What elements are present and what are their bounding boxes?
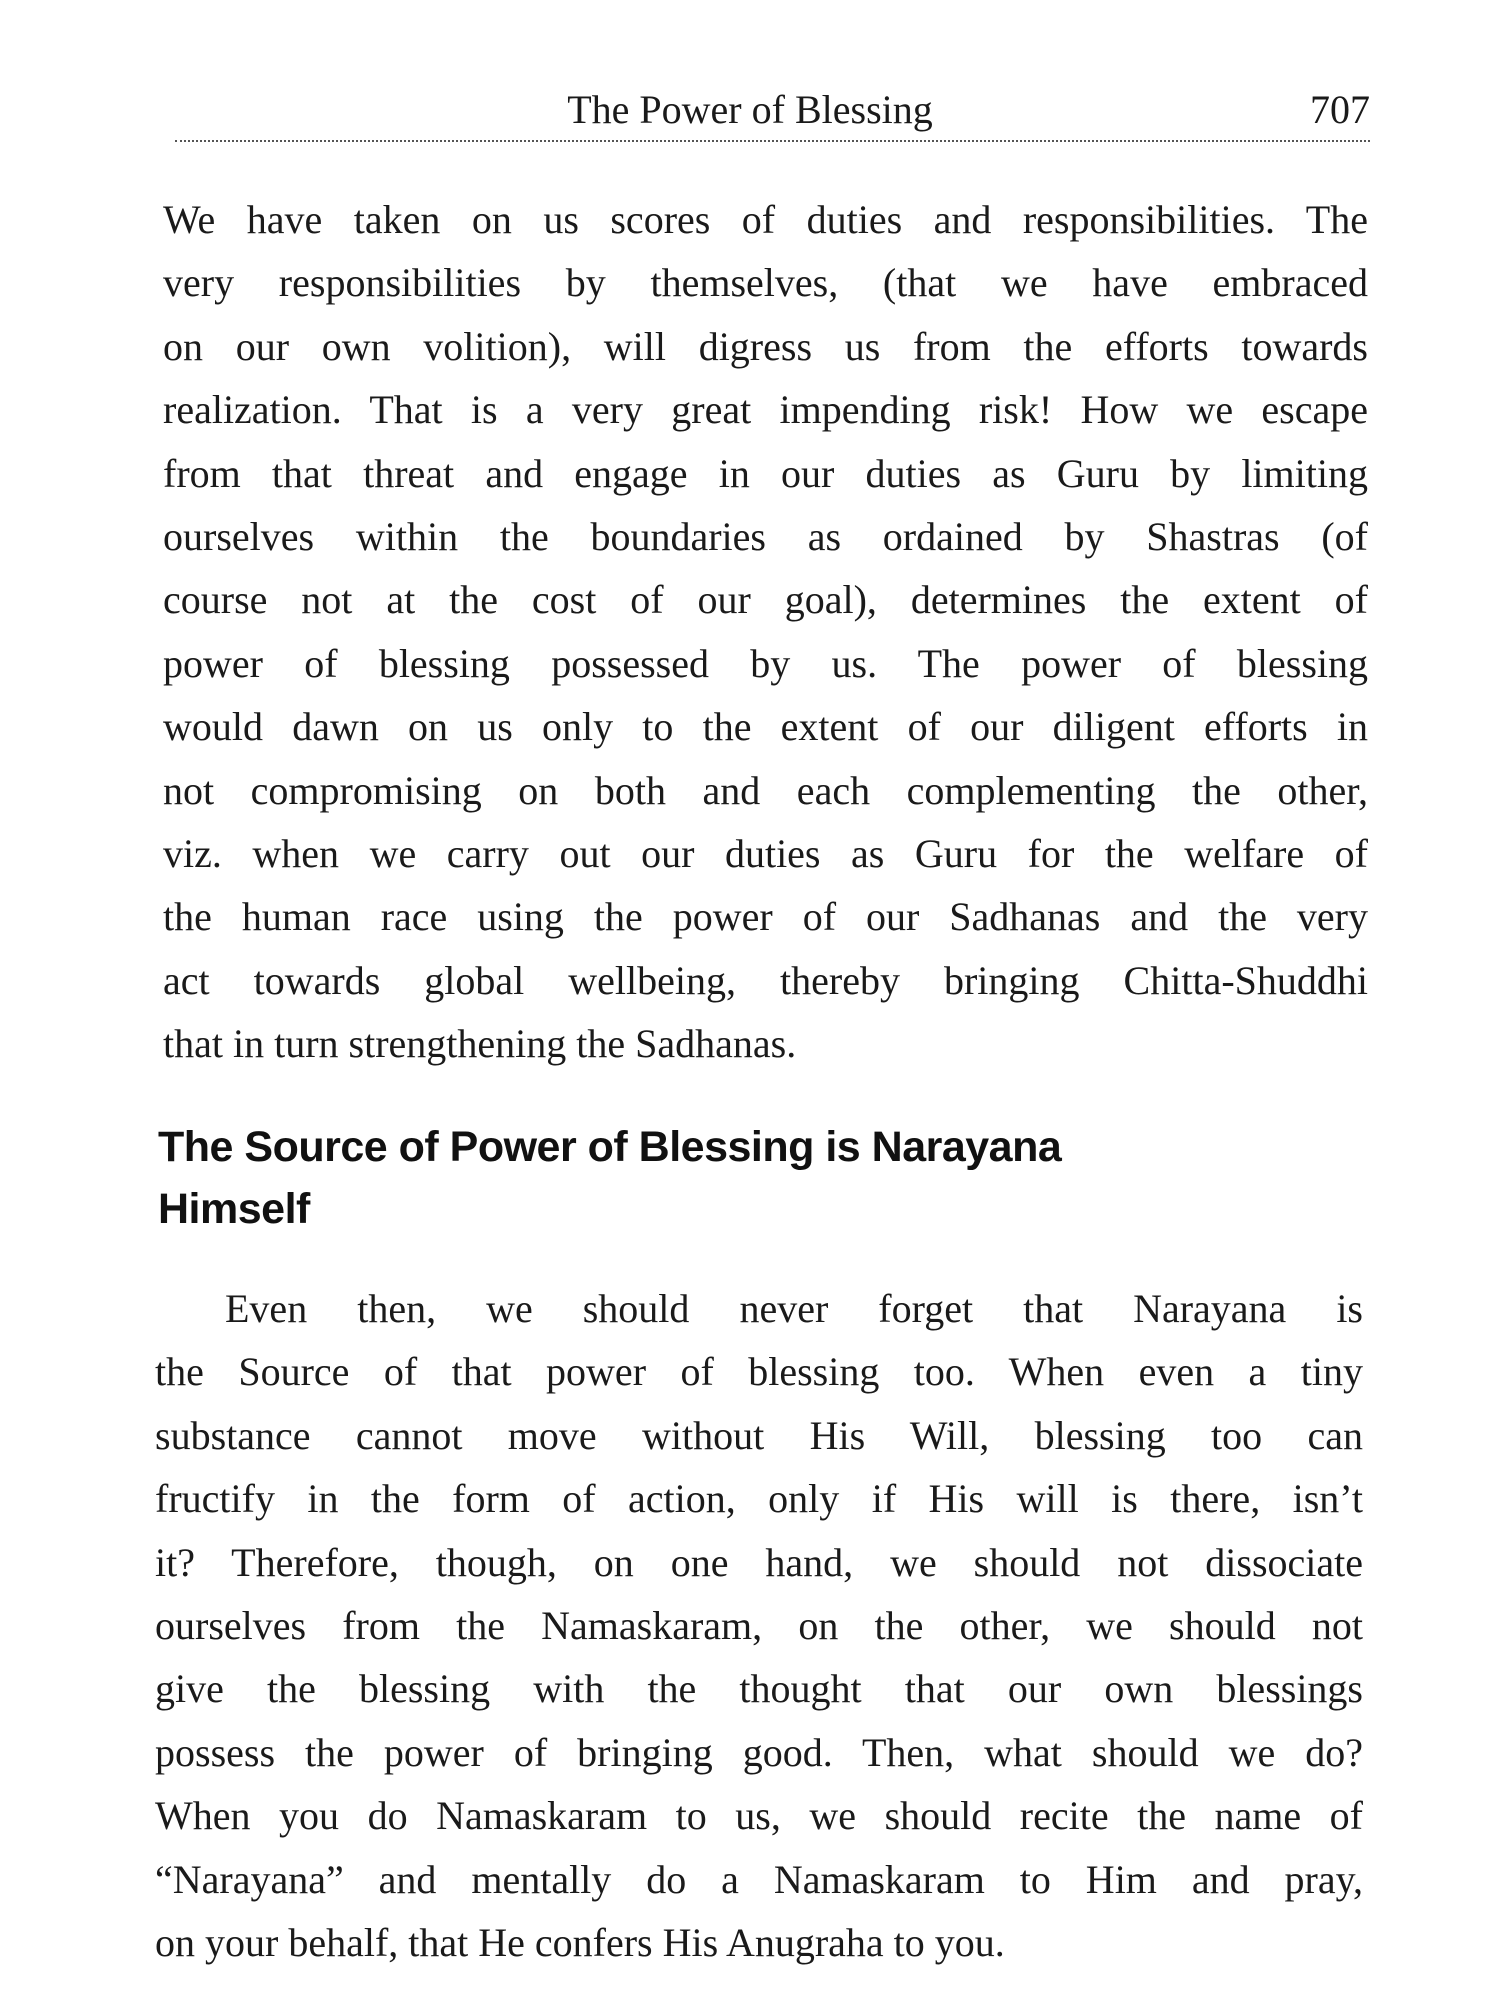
paragraph-2: [155, 1277, 1363, 1974]
text-line: that in turn strengthening the Sadhanas.: [163, 1021, 797, 1067]
section-heading: [158, 1116, 1061, 1240]
text-line: it? Therefore, though, on one hand, we should not dissociate: [155, 1539, 1363, 1585]
text-line: ourselves from the Namaskaram, on the other, we should not: [155, 1602, 1363, 1648]
text-line: act towards global wellbeing, thereby bringing Chitta-Shuddhi: [163, 957, 1368, 1003]
text-line: fructify in the form of action, only if His will is there, isn’t: [155, 1476, 1363, 1522]
text-line: very responsibilities by themselves, (that we have embraced: [163, 260, 1368, 306]
text-line: We have taken on us scores of duties and responsibilities. The: [163, 197, 1368, 242]
text-line: the Source of that power of blessing too. When even a tiny: [155, 1349, 1363, 1395]
text-line: ourselves within the boundaries as ordained by Shastras (of: [163, 513, 1368, 559]
text-line: would dawn on us only to the extent of our diligent efforts in: [163, 704, 1368, 750]
text-line: from that threat and engage in our duties as Guru by limiting: [163, 450, 1368, 496]
text-line: substance cannot move without His Will, blessing too can: [155, 1412, 1363, 1458]
text-line: not compromising on both and each complementing the other,: [163, 767, 1368, 813]
paragraph-1: [163, 188, 1368, 1075]
text-line: on your behalf, that He confers His Anugraha to you.: [155, 1919, 1005, 1965]
text-line: give the blessing with the thought that our own blessings: [155, 1666, 1363, 1712]
heading-line: The Source of Power of Blessing is Narayana: [158, 1123, 1062, 1171]
text-line: the human race using the power of our Sadhanas and the very: [163, 894, 1368, 940]
header-dotted-rule: [175, 140, 1370, 142]
text-line: possess the power of bringing good. Then, what should we do?: [155, 1729, 1363, 1775]
text-line: When you do Namaskaram to us, we should recite the name of: [155, 1793, 1363, 1839]
text-line: Even then, we should never forget that Narayana is: [225, 1286, 1363, 1331]
page-number: 707: [1310, 87, 1370, 132]
running-header-title: The Power of Blessing: [567, 87, 933, 132]
text-line: realization. That is a very great impending risk! How we escape: [163, 387, 1368, 433]
text-line: on our own volition), will digress us from the efforts towards: [163, 323, 1368, 369]
text-line: course not at the cost of our goal), determines the extent of: [163, 577, 1368, 623]
heading-line: Himself: [158, 1185, 310, 1233]
text-line: power of blessing possessed by us. The power of blessing: [163, 640, 1368, 686]
text-line: viz. when we carry out our duties as Guru for the welfare of: [163, 830, 1368, 876]
text-line: “Narayana” and mentally do a Namaskaram to Him and pray,: [155, 1856, 1363, 1902]
